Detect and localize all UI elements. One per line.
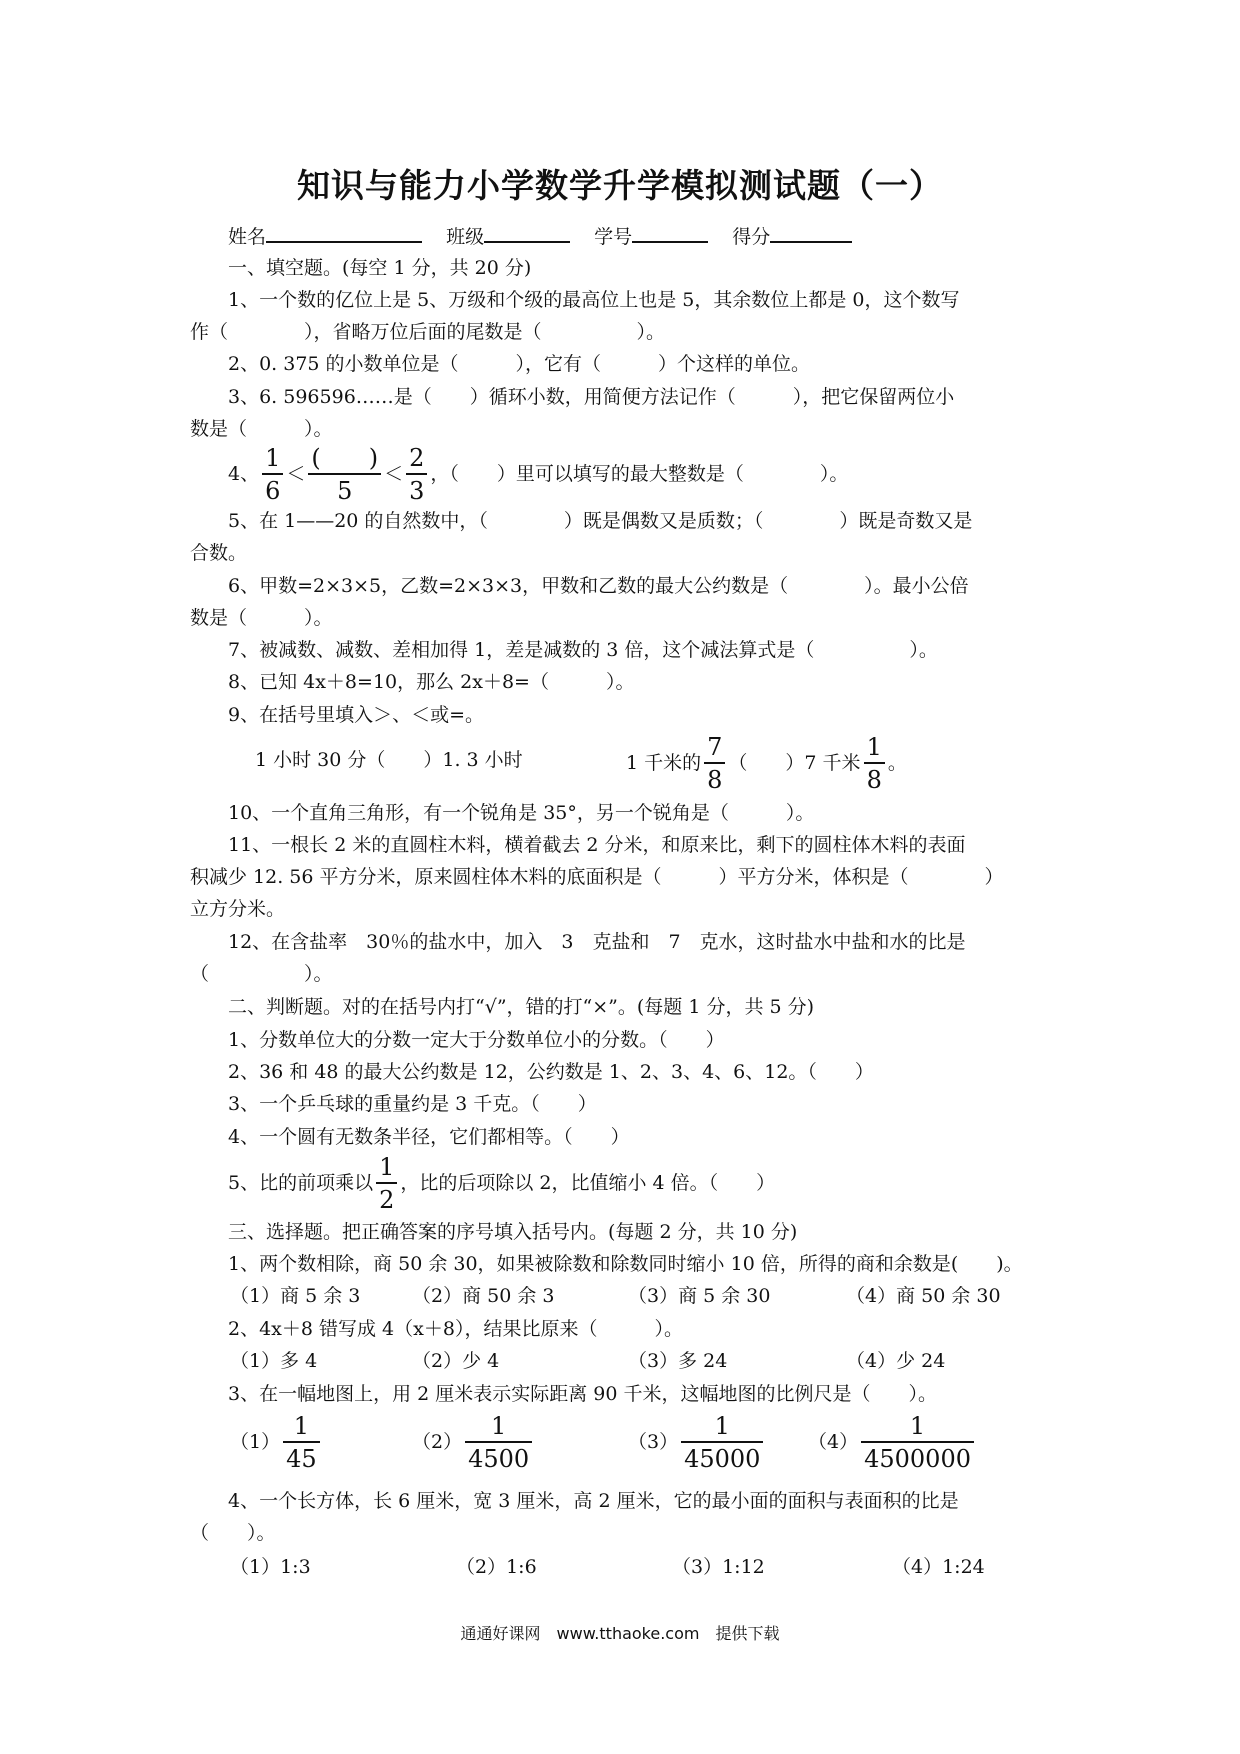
q3-2-option-3[interactable]: （3）多 24 bbox=[628, 1350, 728, 1372]
fraction bbox=[681, 1414, 763, 1471]
q3-3: 3、在一幅地图上，用 2 厘米表示实际距离 90 千米，这幅地图的比例尺是（ ）。 bbox=[228, 1383, 938, 1405]
q1-9: 9、在括号里填入＞、＜或=。 bbox=[228, 704, 485, 726]
q3-4-option-2[interactable]: （2）1:6 bbox=[456, 1556, 537, 1578]
q1-3-line-a: 3、6. 596596……是（ ）循环小数，用简便方法记作（ ），把它保留两位小 bbox=[228, 386, 955, 408]
q1-10: 10、一个直角三角形，有一个锐角是 35°，另一个锐角是（ ）。 bbox=[228, 802, 815, 824]
q3-2: 2、4x＋8 错写成 4（x＋8），结果比原来（ ）。 bbox=[228, 1318, 683, 1340]
fraction-denominator: 6 bbox=[265, 477, 281, 505]
section3-heading: 三、选择题。把正确答案的序号填入括号内。(每题 2 分，共 10 分) bbox=[228, 1221, 798, 1243]
section1-heading: 一、填空题。(每空 1 分，共 20 分) bbox=[228, 257, 532, 279]
q3-3-option-2[interactable] bbox=[412, 1414, 535, 1471]
q2-5-suffix: ，比的后项除以 2，比值缩小 4 倍。（ ） bbox=[400, 1172, 776, 1194]
q1-6-line-a: 6、甲数=2×3×5，乙数=2×3×3，甲数和乙数的最大公约数是（ ）。最小公倍 bbox=[228, 575, 969, 597]
q1-5-line-a: 5、在 1——20 的自然数中，（ ）既是偶数又是质数；（ ）既是奇数又是 bbox=[228, 510, 973, 532]
fraction-denominator: 8 bbox=[866, 766, 882, 794]
q1-5-line-b: 合数。 bbox=[190, 542, 248, 564]
number-label: 学号 bbox=[594, 226, 633, 248]
q1-1-line-b: 作（ ），省略万位后面的尾数是（ ）。 bbox=[190, 321, 666, 343]
fraction-numerator: 2 bbox=[406, 446, 427, 475]
page-footer: 通通好课网 www.tthaoke.com 提供下载 bbox=[460, 1624, 780, 1643]
fraction-numerator: 1 bbox=[376, 1155, 397, 1184]
exam-title: 知识与能力小学数学升学模拟测试题（一） bbox=[297, 166, 943, 205]
class-blank[interactable] bbox=[484, 221, 570, 243]
q1-4 bbox=[228, 446, 848, 503]
fraction bbox=[406, 446, 427, 503]
q2-5-prefix: 5、比的前项乘以 bbox=[228, 1172, 374, 1194]
q2-4: 4、一个圆有无数条半径，它们都相等。（ ） bbox=[228, 1126, 630, 1148]
q1-9-item1: 1 小时 30 分（ ）1. 3 小时 bbox=[255, 749, 523, 771]
q2-5 bbox=[228, 1155, 775, 1212]
q3-1-option-4[interactable]: （4）商 50 余 30 bbox=[846, 1285, 1001, 1307]
fraction-denominator: 45 bbox=[286, 1445, 317, 1473]
q3-4-line-b: （ ）。 bbox=[190, 1522, 276, 1544]
q1-11-line-a: 11、一根长 2 米的直圆柱木料，横着截去 2 分米，和原来比，剩下的圆柱体木料的表面 bbox=[228, 834, 966, 856]
q3-4-option-1[interactable]: （1）1:3 bbox=[230, 1556, 311, 1578]
q1-9-item2-prefix: 1 千米的 bbox=[626, 752, 702, 774]
section2-heading: 二、判断题。对的在括号内打“√”，错的打“×”。(每题 1 分，共 5 分) bbox=[228, 996, 815, 1018]
q1-2: 2、0. 375 的小数单位是（ ），它有（ ）个这样的单位。 bbox=[228, 353, 811, 375]
q3-4-option-4[interactable]: （4）1:24 bbox=[892, 1556, 985, 1578]
q3-1-option-3[interactable]: （3）商 5 余 30 bbox=[628, 1285, 771, 1307]
option-label: （3） bbox=[628, 1431, 679, 1453]
q3-4-option-3[interactable]: （3）1:12 bbox=[672, 1556, 765, 1578]
q1-9-item2-end: 。 bbox=[887, 752, 907, 774]
q1-1-line-a: 1、一个数的亿位上是 5、万级和个级的最高位上也是 5，其余数位上都是 0，这个数写 bbox=[228, 289, 960, 311]
q3-3-option-1[interactable] bbox=[230, 1414, 323, 1471]
q1-4-prefix: 4、 bbox=[228, 463, 260, 485]
name-label: 姓名 bbox=[228, 226, 267, 248]
q1-3-line-b: 数是（ ）。 bbox=[190, 418, 333, 440]
q3-1-option-2[interactable]: （2）商 50 余 3 bbox=[412, 1285, 555, 1307]
q3-2-option-4[interactable]: （4）少 24 bbox=[846, 1350, 946, 1372]
q3-3-option-4[interactable] bbox=[808, 1414, 977, 1471]
fraction bbox=[262, 446, 283, 503]
q1-7: 7、被减数、减数、差相加得 1，差是减数的 3 倍，这个减法算式是（ ）。 bbox=[228, 639, 938, 661]
q3-2-option-2[interactable]: （2）少 4 bbox=[412, 1350, 500, 1372]
fraction-numerator: 7 bbox=[704, 735, 725, 764]
fraction bbox=[864, 735, 885, 792]
option-label: （2） bbox=[412, 1431, 463, 1453]
q1-12-line-b: （ ）。 bbox=[190, 963, 333, 985]
fraction-denominator: 2 bbox=[379, 1186, 395, 1214]
fraction-numerator: 1 bbox=[465, 1414, 532, 1443]
q2-3: 3、一个乒乓球的重量约是 3 千克。（ ） bbox=[228, 1093, 597, 1115]
q3-1-option-1[interactable]: （1）商 5 余 3 bbox=[230, 1285, 361, 1307]
less-than-sign: ＜ bbox=[286, 463, 306, 485]
q1-9-item2 bbox=[626, 735, 907, 792]
q1-12-line-a: 12、在含盐率 30％的盐水中，加入 3 克盐和 7 克水，这时盐水中盐和水的比是 bbox=[228, 931, 966, 953]
fraction-denominator: 5 bbox=[337, 477, 353, 505]
fraction-denominator: 8 bbox=[707, 766, 723, 794]
fraction-blank bbox=[308, 446, 381, 503]
number-blank[interactable] bbox=[632, 221, 708, 243]
q1-11-line-b: 积减少 12. 56 平方分米，原来圆柱体木料的底面积是（ ）平方分米，体积是（ ） bbox=[190, 866, 1004, 888]
fraction-denominator: 3 bbox=[409, 477, 425, 505]
class-label: 班级 bbox=[446, 226, 485, 248]
fraction bbox=[704, 735, 725, 792]
q1-11-line-c: 立方分米。 bbox=[190, 898, 286, 920]
fraction-numerator: 1 bbox=[681, 1414, 763, 1443]
fraction bbox=[376, 1155, 397, 1212]
q1-8: 8、已知 4x＋8=10，那么 2x＋8=（ ）。 bbox=[228, 671, 635, 693]
name-blank[interactable] bbox=[266, 221, 422, 243]
fraction-numerator: ( ) bbox=[308, 446, 381, 475]
q1-6-line-b: 数是（ ）。 bbox=[190, 607, 333, 629]
less-than-sign: ＜ bbox=[384, 463, 404, 485]
fraction bbox=[861, 1414, 974, 1471]
fraction-denominator: 45000 bbox=[684, 1445, 761, 1473]
fraction-numerator: 1 bbox=[864, 735, 885, 764]
option-label: （4） bbox=[808, 1431, 859, 1453]
q3-4-line-a: 4、一个长方体，长 6 厘米，宽 3 厘米，高 2 厘米，它的最小面的面积与表面积的比是 bbox=[228, 1490, 959, 1512]
fraction-denominator: 4500000 bbox=[864, 1445, 971, 1473]
fraction bbox=[465, 1414, 532, 1471]
q3-3-option-3[interactable] bbox=[628, 1414, 766, 1471]
q1-4-suffix: ，（ ）里可以填写的最大整数是（ ）。 bbox=[430, 463, 849, 485]
q2-2: 2、36 和 48 的最大公约数是 12，公约数是 1、2、3、4、6、12。（ ） bbox=[228, 1061, 874, 1083]
score-blank[interactable] bbox=[770, 221, 852, 243]
q3-1: 1、两个数相除，商 50 余 30，如果被除数和除数同时缩小 10 倍，所得的商和余数是( )。 bbox=[228, 1253, 1023, 1275]
fraction-numerator: 1 bbox=[861, 1414, 974, 1443]
fraction-denominator: 4500 bbox=[468, 1445, 530, 1473]
fraction bbox=[283, 1414, 320, 1471]
score-label: 得分 bbox=[732, 226, 771, 248]
option-label: （1） bbox=[230, 1431, 281, 1453]
q1-9-item2-mid: （ ）7 千米 bbox=[728, 752, 861, 774]
fraction-numerator: 1 bbox=[283, 1414, 320, 1443]
q3-2-option-1[interactable]: （1）多 4 bbox=[230, 1350, 318, 1372]
q2-1: 1、分数单位大的分数一定大于分数单位小的分数。（ ） bbox=[228, 1029, 725, 1051]
fraction-numerator: 1 bbox=[262, 446, 283, 475]
student-info-row bbox=[228, 221, 852, 250]
